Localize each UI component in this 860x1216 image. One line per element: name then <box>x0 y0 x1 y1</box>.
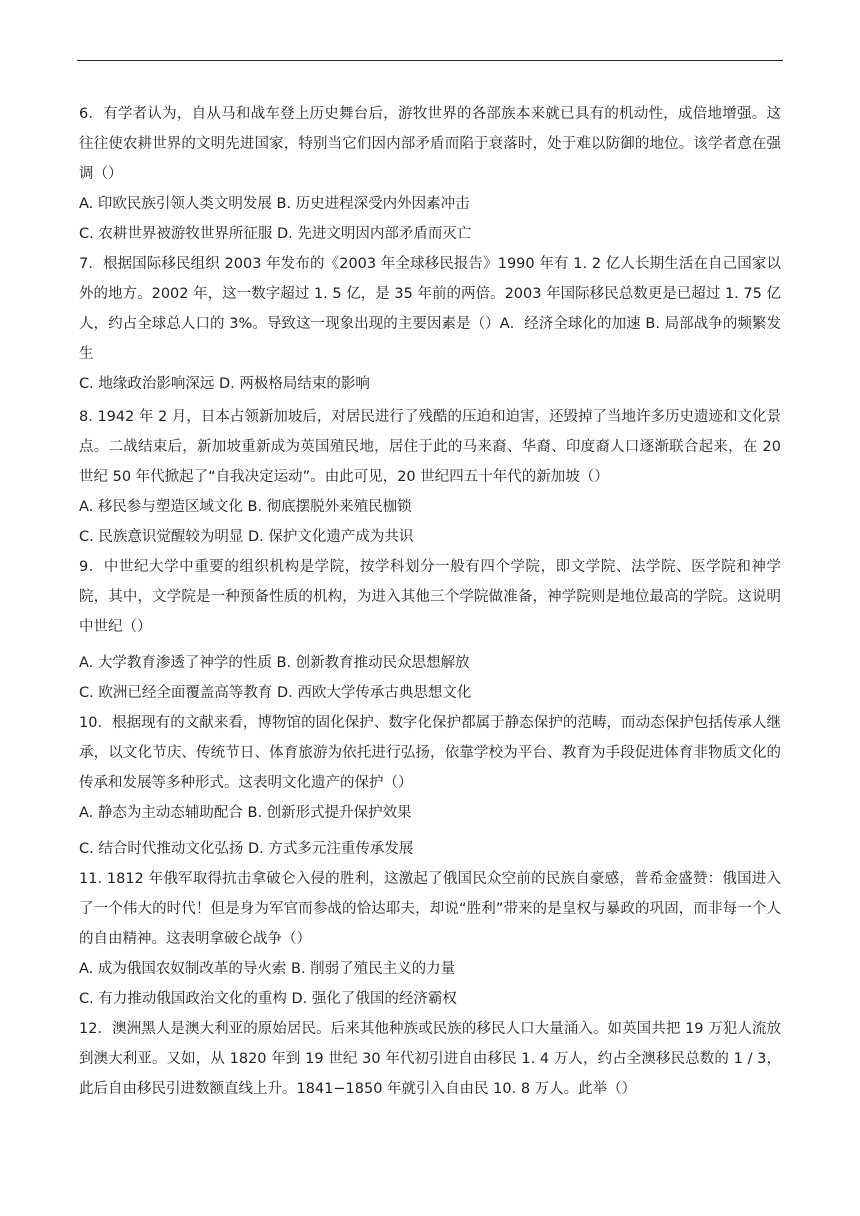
question-stem: 10．根据现有的文献来看，博物馆的固化保护、数字化保护都属于静态保护的范畴，而动态保护包括传承人继承，以文化节庆、传统节日、体育旅游为依托进行弘扬，依靠学校为平台、教育为手段促进体育非物质文化的传承和发展等多种形式。这表明文化遗产的保护（） <box>79 715 781 791</box>
question-options-cd: C. 欧洲已经全面覆盖高等教育 D. 西欧大学传承古典思想文化 <box>79 685 472 701</box>
question-stem: 9．中世纪大学中重要的组织机构是学院，按学科划分一般有四个学院，即文学院、法学院、医学院和神学院，其中，文学院是一种预备性质的机构，为进入其他三个学院做准备，神学院则是地位最高的学院。这说明中世纪（） <box>79 559 781 635</box>
question-options-ab: A. 大学教育渗透了神学的性质 B. 创新教育推动民众思想解放 <box>79 655 470 671</box>
question-stem: 6．有学者认为，自从马和战车登上历史舞台后，游牧世界的各部族本来就已具有的机动性，成倍地增强。这往往使农耕世界的文明先进国家，特别当它们因内部矛盾而陷于衰落时，处于难以防御的地位。该学者意在强调（） <box>79 106 781 182</box>
question-options-cd: C. 地缘政治影响深远 D. 两极格局结束的影响 <box>79 376 370 392</box>
question-12 <box>79 1014 781 1104</box>
question-stem: 12．澳洲黑人是澳大利亚的原始居民。后来其他种族或民族的移民人口大量涌入。如英国共把 19 万犯人流放到澳大利亚。又如，从 1820 年到 19 世纪 30 年代初引进自由移民 1. 4 万人，约占全澳移民总数的 1 / 3，此后自由移民引进数额直线上升。1841−1850 年就引入自由民 10. 8 万人。此举（） <box>79 1021 781 1097</box>
question-stem: 7．根据国际移民组织 2003 年发布的《2003 年全球移民报告》1990 年有 1. 2 亿人长期生活在自己国家以外的地方。2002 年，这一数字超过 1. 5 亿，是 35 年前的两倍。2003 年国际移民总数更是已超过 1. 75 亿人，约占全球总人口的 3%。导致这一现象出现的主要因素是（）A．经济全球化的加速 B. 局部战争的频繁发生 <box>79 256 781 362</box>
question-options-ab: A. 印欧民族引领人类文明发展 B. 历史进程深受内外因素冲击 <box>79 196 470 212</box>
header-rule <box>77 60 783 61</box>
question-11 <box>79 864 781 1014</box>
question-options-ab: A. 成为俄国农奴制改革的导火索 B. 削弱了殖民主义的力量 <box>79 961 456 977</box>
question-stem: 11. 1812 年俄军取得抗击拿破仑入侵的胜利，这激起了俄国民众空前的民族自豪感，普希金盛赞：俄国进入了一个伟大的时代！但是身为军官而参战的恰达耶夫，却说“胜利”带来的是皇权与暴政的巩固，而非每一个人的自由精神。这表明拿破仑战争（） <box>79 871 781 947</box>
question-list <box>79 99 781 1104</box>
question-7 <box>79 249 781 399</box>
question-9 <box>79 552 781 708</box>
question-options-cd: C. 民族意识觉醒较为明显 D. 保护文化遗产成为共识 <box>79 529 414 545</box>
question-10 <box>79 708 781 864</box>
question-8 <box>79 402 781 552</box>
question-options-ab: A. 移民参与塑造区域文化 B. 彻底摆脱外来殖民枷锁 <box>79 499 412 515</box>
question-options-ab: A. 静态为主动态辅助配合 B. 创新形式提升保护效果 <box>79 805 412 821</box>
question-options-cd: C. 有力推动俄国政治文化的重构 D. 强化了俄国的经济霸权 <box>79 991 457 1007</box>
question-6 <box>79 99 781 249</box>
question-stem: 8. 1942 年 2 月，日本占领新加坡后，对居民进行了残酷的压迫和迫害，还毁掉了当地许多历史遗迹和文化景点。二战结束后，新加坡重新成为英国殖民地，居住于此的马来裔、华裔、印度裔人口逐渐联合起来，在 20 世纪 50 年代掀起了“自我决定运动”。由此可见，20 世纪四五十年代的新加坡（） <box>79 409 781 485</box>
question-options-cd: C. 农耕世界被游牧世界所征服 D. 先进文明因内部矛盾而灭亡 <box>79 226 472 242</box>
question-options-cd: C. 结合时代推动文化弘扬 D. 方式多元注重传承发展 <box>79 841 414 857</box>
